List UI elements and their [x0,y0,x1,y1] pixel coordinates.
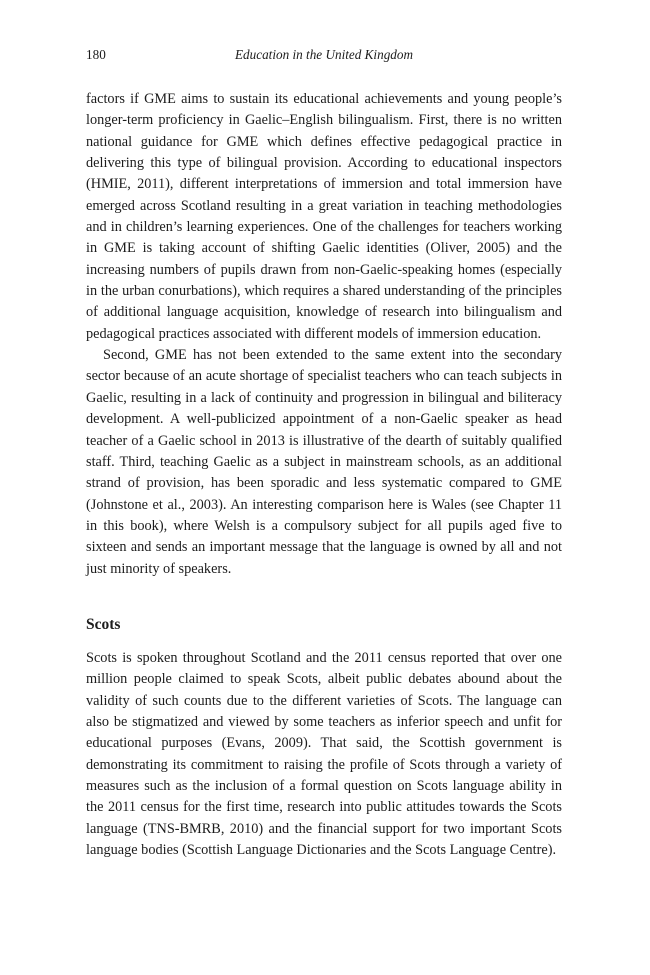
paragraph-second: Second, GME has not been extended to the same extent into the secondary sector because of an acute shortage of specialist teachers who can teach subjects in Gaelic, resulting in a lack of continuity and progression in bilingual and biliteracy development. A well-publicized appointment of a non-Gaelic speaker as head teacher of a Gaelic school in 2013 is illustrative of the dearth of suitably qualified staff. Third, teaching Gaelic as a subject in mainstream schools, as an additional strand of provision, has been sporadic and less systematic compared to GME (Johnstone et al., 2003). An interesting comparison here is Wales (see Chapter 11 in this book), where Welsh is a compulsory subject for all pupils aged five to sixteen and sends an important message that the language is owned by all and not just minority of speakers. [86,347,562,577]
paragraph-scots: Scots is spoken throughout Scotland and the 2011 census reported that over one million people claimed to speak Scots, albeit public debates abound about the validity of such counts due to the different varieties of Scots. The language can also be stigmatized and viewed by some teachers as inferior speech and unfit for educational purposes (Evans, 2009). That said, the Scottish government is demonstrating its commitment to raising the profile of Scots through a variety of measures such as the inclusion of a formal question on Scots language ability in the 2011 census for the first time, research into public attitudes towards the Scots language (TNS-BMRB, 2010) and the financial support for two important Scots language bodies (Scottish Language Dictionaries and the Scots Language Centre). [86,649,562,858]
running-title: Education in the United Kingdom [234,47,413,62]
body-text [86,89,562,861]
page-number: 180 [86,47,106,62]
running-head [86,45,562,65]
paragraph-continued: factors if GME aims to sustain its educational achievements and young people’s longer-term proficiency in Gaelic–English bilingualism. First, there is no written national guidance for GME which defines effective pedagogical practice in delivering this type of bilingual provision. According to educational inspectors (HMIE, 2011), different interpretations of immersion and total immersion have emerged across Scotland resulting in a great variation in teaching methodologies and in children’s learning experiences. One of the challenges for teachers working in GME is taking account of shifting Gaelic identities (Oliver, 2005) and the increasing numbers of pupils drawn from non-Gaelic-speaking homes (especially in the urban conurbations), which requires a shared understanding of the principles of additional language acquisition, knowledge of research into bilingualism and pedagogical practices associated with different models of immersion education. [86,91,562,342]
section-heading-scots: Scots [86,615,121,633]
book-page [86,0,562,975]
